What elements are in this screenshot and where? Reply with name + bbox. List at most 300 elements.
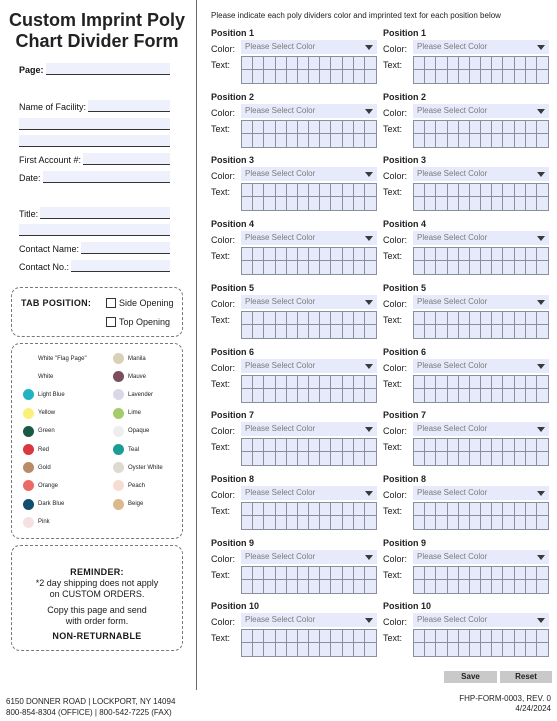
imprint-char-cell[interactable] (470, 57, 481, 70)
imprint-char-cell[interactable] (365, 376, 376, 389)
imprint-char-cell[interactable] (503, 567, 514, 580)
imprint-char-cell[interactable] (331, 516, 342, 529)
imprint-char-cell[interactable] (343, 134, 354, 147)
imprint-char-cell[interactable] (298, 248, 309, 261)
imprint-char-cell[interactable] (343, 516, 354, 529)
imprint-char-cell[interactable] (365, 121, 376, 134)
imprint-char-cell[interactable] (365, 643, 376, 656)
imprint-char-cell[interactable] (331, 389, 342, 402)
imprint-char-cell[interactable] (331, 57, 342, 70)
imprint-char-cell[interactable] (320, 134, 331, 147)
imprint-char-cell[interactable] (537, 248, 548, 261)
imprint-char-cell[interactable] (425, 452, 436, 465)
imprint-char-cell[interactable] (425, 580, 436, 593)
imprint-char-cell[interactable] (287, 197, 298, 210)
imprint-char-cell[interactable] (425, 261, 436, 274)
imprint-char-cell[interactable] (481, 439, 492, 452)
imprint-char-cell[interactable] (365, 516, 376, 529)
color-select[interactable] (413, 359, 549, 373)
imprint-char-cell[interactable] (481, 184, 492, 197)
imprint-char-cell[interactable] (320, 57, 331, 70)
imprint-char-cell[interactable] (436, 248, 447, 261)
imprint-char-cell[interactable] (515, 184, 526, 197)
imprint-char-cell[interactable] (492, 184, 503, 197)
imprint-char-cell[interactable] (448, 312, 459, 325)
imprint-char-cell[interactable] (515, 389, 526, 402)
imprint-char-cell[interactable] (414, 325, 425, 338)
imprint-char-cell[interactable] (264, 184, 275, 197)
imprint-char-cell[interactable] (481, 57, 492, 70)
imprint-char-cell[interactable] (320, 197, 331, 210)
imprint-char-cell[interactable] (492, 261, 503, 274)
imprint-char-cell[interactable] (276, 580, 287, 593)
imprint-char-cell[interactable] (448, 134, 459, 147)
imprint-char-cell[interactable] (298, 325, 309, 338)
imprint-char-cell[interactable] (481, 312, 492, 325)
imprint-char-cell[interactable] (526, 57, 537, 70)
imprint-char-cell[interactable] (309, 184, 320, 197)
imprint-char-cell[interactable] (436, 580, 447, 593)
imprint-char-cell[interactable] (459, 325, 470, 338)
imprint-char-cell[interactable] (414, 580, 425, 593)
facility-input[interactable] (88, 100, 170, 112)
imprint-char-cell[interactable] (414, 376, 425, 389)
imprint-char-cell[interactable] (276, 197, 287, 210)
imprint-char-cell[interactable] (425, 439, 436, 452)
imprint-char-cell[interactable] (492, 57, 503, 70)
imprint-char-cell[interactable] (253, 452, 264, 465)
imprint-char-cell[interactable] (242, 70, 253, 83)
side-opening-checkbox[interactable] (106, 298, 116, 308)
color-select[interactable] (413, 295, 549, 309)
imprint-char-cell[interactable] (253, 57, 264, 70)
imprint-char-cell[interactable] (276, 121, 287, 134)
imprint-char-cell[interactable] (320, 567, 331, 580)
imprint-char-cell[interactable] (526, 261, 537, 274)
date-input[interactable] (43, 171, 170, 183)
imprint-char-cell[interactable] (320, 516, 331, 529)
imprint-char-cell[interactable] (414, 630, 425, 643)
imprint-char-cell[interactable] (526, 312, 537, 325)
imprint-char-cell[interactable] (448, 580, 459, 593)
imprint-char-cell[interactable] (481, 567, 492, 580)
imprint-char-cell[interactable] (515, 580, 526, 593)
imprint-char-cell[interactable] (526, 197, 537, 210)
imprint-char-cell[interactable] (526, 516, 537, 529)
imprint-char-cell[interactable] (287, 503, 298, 516)
imprint-char-cell[interactable] (365, 567, 376, 580)
contact-no-input[interactable] (71, 260, 170, 272)
imprint-char-cell[interactable] (354, 134, 365, 147)
imprint-char-cell[interactable] (470, 389, 481, 402)
imprint-char-cell[interactable] (242, 516, 253, 529)
imprint-char-cell[interactable] (481, 580, 492, 593)
imprint-char-cell[interactable] (526, 503, 537, 516)
imprint-char-cell[interactable] (459, 643, 470, 656)
imprint-char-cell[interactable] (459, 452, 470, 465)
imprint-char-cell[interactable] (298, 580, 309, 593)
imprint-char-cell[interactable] (515, 452, 526, 465)
imprint-char-cell[interactable] (436, 439, 447, 452)
imprint-char-cell[interactable] (287, 389, 298, 402)
imprint-char-cell[interactable] (448, 439, 459, 452)
imprint-char-cell[interactable] (343, 312, 354, 325)
imprint-char-cell[interactable] (537, 439, 548, 452)
imprint-char-cell[interactable] (436, 184, 447, 197)
imprint-char-cell[interactable] (253, 439, 264, 452)
imprint-char-cell[interactable] (253, 261, 264, 274)
imprint-char-cell[interactable] (298, 376, 309, 389)
imprint-char-cell[interactable] (331, 312, 342, 325)
imprint-char-cell[interactable] (436, 389, 447, 402)
imprint-char-cell[interactable] (537, 580, 548, 593)
imprint-char-cell[interactable] (436, 516, 447, 529)
imprint-char-cell[interactable] (276, 248, 287, 261)
imprint-char-cell[interactable] (515, 567, 526, 580)
imprint-char-cell[interactable] (470, 325, 481, 338)
imprint-char-cell[interactable] (298, 439, 309, 452)
imprint-char-cell[interactable] (448, 325, 459, 338)
color-select[interactable] (413, 550, 549, 564)
imprint-char-cell[interactable] (242, 389, 253, 402)
imprint-char-cell[interactable] (343, 389, 354, 402)
imprint-char-cell[interactable] (264, 567, 275, 580)
imprint-char-cell[interactable] (287, 439, 298, 452)
imprint-char-cell[interactable] (331, 580, 342, 593)
imprint-char-cell[interactable] (309, 134, 320, 147)
imprint-char-cell[interactable] (320, 389, 331, 402)
imprint-char-cell[interactable] (459, 197, 470, 210)
imprint-char-cell[interactable] (503, 439, 514, 452)
imprint-char-cell[interactable] (492, 503, 503, 516)
imprint-char-cell[interactable] (287, 376, 298, 389)
imprint-char-cell[interactable] (470, 121, 481, 134)
imprint-char-cell[interactable] (343, 261, 354, 274)
title-input[interactable] (40, 207, 170, 219)
imprint-char-cell[interactable] (253, 567, 264, 580)
imprint-char-cell[interactable] (470, 580, 481, 593)
imprint-char-cell[interactable] (253, 580, 264, 593)
imprint-char-cell[interactable] (414, 643, 425, 656)
imprint-char-cell[interactable] (354, 325, 365, 338)
imprint-char-cell[interactable] (242, 580, 253, 593)
imprint-char-cell[interactable] (448, 503, 459, 516)
imprint-char-cell[interactable] (537, 184, 548, 197)
imprint-char-cell[interactable] (343, 503, 354, 516)
imprint-char-cell[interactable] (343, 248, 354, 261)
imprint-char-cell[interactable] (492, 452, 503, 465)
imprint-char-cell[interactable] (309, 643, 320, 656)
imprint-char-cell[interactable] (448, 516, 459, 529)
imprint-char-cell[interactable] (436, 325, 447, 338)
imprint-char-cell[interactable] (481, 643, 492, 656)
imprint-char-cell[interactable] (253, 516, 264, 529)
imprint-char-cell[interactable] (459, 389, 470, 402)
imprint-char-cell[interactable] (481, 376, 492, 389)
imprint-char-cell[interactable] (448, 184, 459, 197)
imprint-char-cell[interactable] (298, 503, 309, 516)
imprint-char-cell[interactable] (515, 516, 526, 529)
imprint-char-cell[interactable] (309, 121, 320, 134)
facility-input-line-2[interactable] (19, 118, 170, 130)
imprint-char-cell[interactable] (492, 312, 503, 325)
imprint-char-cell[interactable] (253, 197, 264, 210)
imprint-char-cell[interactable] (343, 580, 354, 593)
imprint-char-cell[interactable] (470, 439, 481, 452)
imprint-char-cell[interactable] (526, 439, 537, 452)
imprint-char-cell[interactable] (459, 439, 470, 452)
imprint-char-cell[interactable] (354, 184, 365, 197)
imprint-char-cell[interactable] (448, 376, 459, 389)
color-select[interactable] (241, 613, 377, 627)
imprint-char-cell[interactable] (492, 376, 503, 389)
imprint-char-cell[interactable] (343, 121, 354, 134)
imprint-char-cell[interactable] (425, 197, 436, 210)
imprint-char-cell[interactable] (309, 389, 320, 402)
imprint-char-cell[interactable] (320, 325, 331, 338)
imprint-char-cell[interactable] (331, 376, 342, 389)
color-select[interactable] (241, 231, 377, 245)
imprint-char-cell[interactable] (470, 567, 481, 580)
imprint-char-cell[interactable] (253, 312, 264, 325)
imprint-char-cell[interactable] (287, 580, 298, 593)
imprint-char-cell[interactable] (320, 248, 331, 261)
imprint-char-cell[interactable] (309, 70, 320, 83)
imprint-char-cell[interactable] (264, 376, 275, 389)
imprint-char-cell[interactable] (481, 248, 492, 261)
imprint-char-cell[interactable] (276, 452, 287, 465)
imprint-char-cell[interactable] (354, 643, 365, 656)
imprint-char-cell[interactable] (264, 70, 275, 83)
imprint-char-cell[interactable] (492, 70, 503, 83)
imprint-char-cell[interactable] (354, 516, 365, 529)
imprint-char-cell[interactable] (276, 325, 287, 338)
imprint-char-cell[interactable] (515, 70, 526, 83)
imprint-char-cell[interactable] (459, 503, 470, 516)
imprint-char-cell[interactable] (264, 312, 275, 325)
imprint-char-cell[interactable] (481, 452, 492, 465)
imprint-char-cell[interactable] (343, 376, 354, 389)
save-button[interactable]: Save (444, 671, 497, 683)
color-select[interactable] (241, 40, 377, 54)
imprint-char-cell[interactable] (253, 503, 264, 516)
imprint-char-cell[interactable] (526, 630, 537, 643)
imprint-char-cell[interactable] (354, 70, 365, 83)
imprint-char-cell[interactable] (459, 376, 470, 389)
imprint-char-cell[interactable] (242, 567, 253, 580)
imprint-char-cell[interactable] (343, 452, 354, 465)
imprint-char-cell[interactable] (309, 567, 320, 580)
imprint-char-cell[interactable] (287, 312, 298, 325)
imprint-char-cell[interactable] (526, 134, 537, 147)
imprint-char-cell[interactable] (503, 580, 514, 593)
imprint-char-cell[interactable] (320, 184, 331, 197)
imprint-char-cell[interactable] (492, 389, 503, 402)
imprint-char-cell[interactable] (470, 261, 481, 274)
imprint-char-cell[interactable] (436, 312, 447, 325)
imprint-char-cell[interactable] (436, 376, 447, 389)
imprint-char-cell[interactable] (242, 134, 253, 147)
imprint-char-cell[interactable] (309, 630, 320, 643)
imprint-char-cell[interactable] (515, 376, 526, 389)
imprint-char-cell[interactable] (436, 567, 447, 580)
imprint-char-cell[interactable] (436, 134, 447, 147)
imprint-char-cell[interactable] (470, 134, 481, 147)
imprint-char-cell[interactable] (515, 248, 526, 261)
contact-name-input[interactable] (81, 242, 170, 254)
imprint-char-cell[interactable] (343, 197, 354, 210)
imprint-char-cell[interactable] (425, 325, 436, 338)
imprint-char-cell[interactable] (253, 184, 264, 197)
imprint-char-cell[interactable] (425, 643, 436, 656)
imprint-char-cell[interactable] (425, 630, 436, 643)
imprint-char-cell[interactable] (287, 261, 298, 274)
imprint-char-cell[interactable] (276, 312, 287, 325)
imprint-char-cell[interactable] (354, 580, 365, 593)
imprint-char-cell[interactable] (309, 452, 320, 465)
color-select[interactable] (241, 550, 377, 564)
imprint-char-cell[interactable] (448, 121, 459, 134)
imprint-char-cell[interactable] (365, 248, 376, 261)
imprint-char-cell[interactable] (414, 503, 425, 516)
imprint-char-cell[interactable] (253, 248, 264, 261)
imprint-char-cell[interactable] (276, 389, 287, 402)
imprint-char-cell[interactable] (436, 630, 447, 643)
imprint-char-cell[interactable] (242, 57, 253, 70)
imprint-char-cell[interactable] (425, 567, 436, 580)
imprint-char-cell[interactable] (331, 439, 342, 452)
imprint-char-cell[interactable] (537, 134, 548, 147)
imprint-char-cell[interactable] (515, 630, 526, 643)
imprint-char-cell[interactable] (331, 248, 342, 261)
imprint-char-cell[interactable] (309, 312, 320, 325)
imprint-char-cell[interactable] (298, 261, 309, 274)
imprint-char-cell[interactable] (481, 630, 492, 643)
imprint-char-cell[interactable] (287, 121, 298, 134)
imprint-char-cell[interactable] (287, 248, 298, 261)
imprint-char-cell[interactable] (414, 248, 425, 261)
imprint-char-cell[interactable] (459, 516, 470, 529)
imprint-char-cell[interactable] (526, 376, 537, 389)
imprint-char-cell[interactable] (459, 580, 470, 593)
imprint-char-cell[interactable] (481, 70, 492, 83)
imprint-char-cell[interactable] (343, 439, 354, 452)
imprint-char-cell[interactable] (365, 630, 376, 643)
imprint-char-cell[interactable] (354, 630, 365, 643)
imprint-char-cell[interactable] (242, 452, 253, 465)
imprint-char-cell[interactable] (365, 439, 376, 452)
imprint-char-cell[interactable] (526, 184, 537, 197)
color-select[interactable] (241, 422, 377, 436)
color-select[interactable] (241, 295, 377, 309)
color-select[interactable] (241, 486, 377, 500)
imprint-char-cell[interactable] (503, 70, 514, 83)
imprint-char-cell[interactable] (331, 197, 342, 210)
imprint-char-cell[interactable] (503, 248, 514, 261)
imprint-char-cell[interactable] (287, 643, 298, 656)
imprint-char-cell[interactable] (448, 389, 459, 402)
imprint-char-cell[interactable] (425, 184, 436, 197)
imprint-char-cell[interactable] (503, 630, 514, 643)
imprint-char-cell[interactable] (298, 121, 309, 134)
imprint-char-cell[interactable] (354, 312, 365, 325)
imprint-char-cell[interactable] (503, 197, 514, 210)
imprint-char-cell[interactable] (242, 184, 253, 197)
imprint-char-cell[interactable] (492, 325, 503, 338)
imprint-char-cell[interactable] (481, 197, 492, 210)
imprint-char-cell[interactable] (414, 70, 425, 83)
imprint-char-cell[interactable] (414, 312, 425, 325)
imprint-char-cell[interactable] (298, 134, 309, 147)
color-select[interactable] (413, 613, 549, 627)
imprint-char-cell[interactable] (470, 503, 481, 516)
imprint-char-cell[interactable] (343, 567, 354, 580)
imprint-char-cell[interactable] (276, 261, 287, 274)
imprint-char-cell[interactable] (253, 325, 264, 338)
imprint-char-cell[interactable] (320, 312, 331, 325)
imprint-char-cell[interactable] (287, 70, 298, 83)
imprint-char-cell[interactable] (298, 312, 309, 325)
imprint-char-cell[interactable] (298, 452, 309, 465)
imprint-char-cell[interactable] (436, 121, 447, 134)
imprint-char-cell[interactable] (470, 197, 481, 210)
imprint-char-cell[interactable] (365, 580, 376, 593)
imprint-char-cell[interactable] (481, 121, 492, 134)
imprint-char-cell[interactable] (537, 452, 548, 465)
imprint-char-cell[interactable] (365, 389, 376, 402)
imprint-char-cell[interactable] (287, 325, 298, 338)
imprint-char-cell[interactable] (331, 567, 342, 580)
imprint-char-cell[interactable] (537, 503, 548, 516)
imprint-char-cell[interactable] (503, 376, 514, 389)
imprint-char-cell[interactable] (515, 121, 526, 134)
imprint-char-cell[interactable] (264, 248, 275, 261)
imprint-char-cell[interactable] (515, 503, 526, 516)
imprint-char-cell[interactable] (425, 70, 436, 83)
imprint-char-cell[interactable] (365, 312, 376, 325)
imprint-char-cell[interactable] (526, 121, 537, 134)
imprint-char-cell[interactable] (331, 70, 342, 83)
imprint-char-cell[interactable] (320, 630, 331, 643)
imprint-char-cell[interactable] (459, 312, 470, 325)
imprint-char-cell[interactable] (526, 580, 537, 593)
imprint-char-cell[interactable] (526, 70, 537, 83)
imprint-char-cell[interactable] (264, 503, 275, 516)
imprint-char-cell[interactable] (276, 184, 287, 197)
imprint-char-cell[interactable] (331, 452, 342, 465)
imprint-char-cell[interactable] (298, 567, 309, 580)
imprint-char-cell[interactable] (503, 516, 514, 529)
imprint-char-cell[interactable] (470, 643, 481, 656)
first-account-input[interactable] (83, 153, 170, 165)
imprint-char-cell[interactable] (459, 121, 470, 134)
imprint-char-cell[interactable] (448, 261, 459, 274)
imprint-char-cell[interactable] (253, 121, 264, 134)
imprint-char-cell[interactable] (537, 70, 548, 83)
color-select[interactable] (413, 486, 549, 500)
imprint-char-cell[interactable] (425, 121, 436, 134)
imprint-char-cell[interactable] (459, 248, 470, 261)
facility-input-line-3[interactable] (19, 135, 170, 147)
imprint-char-cell[interactable] (309, 503, 320, 516)
imprint-char-cell[interactable] (503, 389, 514, 402)
imprint-char-cell[interactable] (425, 312, 436, 325)
imprint-char-cell[interactable] (320, 439, 331, 452)
imprint-char-cell[interactable] (309, 325, 320, 338)
imprint-char-cell[interactable] (436, 452, 447, 465)
imprint-char-cell[interactable] (287, 567, 298, 580)
imprint-char-cell[interactable] (459, 567, 470, 580)
